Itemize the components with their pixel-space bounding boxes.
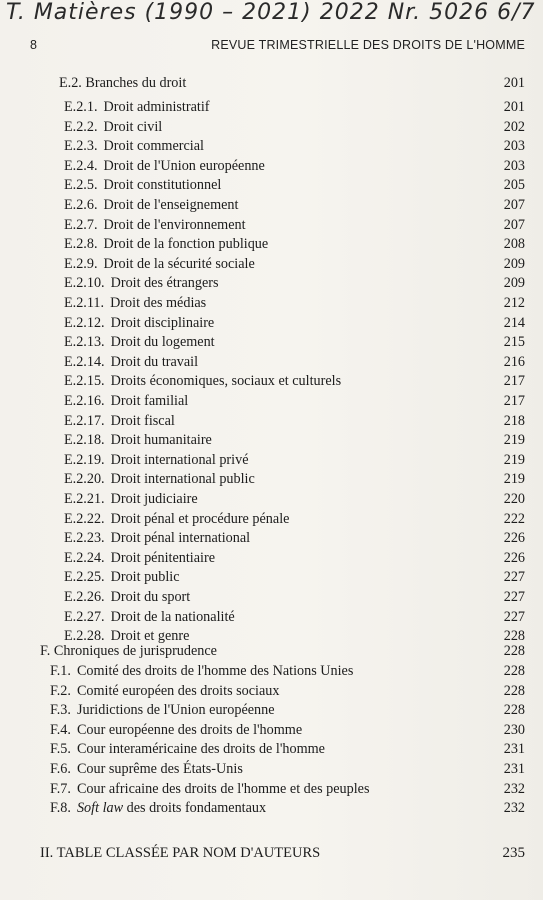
toc-page: 227 [503,569,525,586]
toc-label: Droit constitutionnel [103,177,222,194]
toc-code: E.2.27. [64,608,105,625]
toc-label: Droit pénitentiaire [110,549,215,566]
toc-entry [50,720,525,740]
toc-entry [64,528,525,548]
toc-code: E.2.8. [64,236,98,253]
toc-label: Droit administratif [103,99,210,115]
toc-code: F.1. [50,663,71,679]
running-title: REVUE TRIMESTRIELLE DES DROITS DE L'HOMME [211,38,525,52]
toc-entry [64,567,525,587]
toc-code: E.2.17. [64,412,105,429]
toc-page: 219 [503,451,525,468]
toc-code: F. [40,643,51,659]
toc-entry [50,798,525,818]
toc-page: 202 [503,118,525,135]
toc-page: 228 [503,702,525,719]
toc-label: Droit du travail [110,353,199,370]
toc-page: 226 [503,549,525,566]
toc-label: Droit disciplinaire [110,314,215,331]
toc-entry [64,97,525,117]
toc-code: E.2.9. [64,255,98,272]
toc-entry [50,779,525,799]
toc-page: 227 [503,608,525,625]
toc-entry [50,759,525,779]
toc-label: Droit international public [110,471,255,488]
section-ii-heading [40,842,525,864]
toc-entry [64,587,525,607]
toc-page: 228 [503,663,525,679]
toc-code: E.2.28. [64,628,105,645]
toc-entry [64,371,525,391]
toc-label: Cour suprême des États-Unis [76,761,243,777]
toc-code: F.2. [50,682,71,699]
toc-label: Droit de la nationalité [110,608,235,625]
toc-page: 201 [503,75,525,91]
toc-page: 212 [503,295,525,311]
toc-code: E.2.19. [64,451,105,468]
toc-page: 203 [503,138,525,155]
toc-page: 222 [503,510,525,527]
toc-entry [50,700,525,720]
toc-code: E.2.3. [64,138,98,155]
toc-label: Droit des étrangers [110,275,219,292]
toc-entry [64,234,525,254]
toc-page: 218 [503,412,525,429]
toc-label: des droits fondamentaux [123,800,267,817]
toc-entry [64,489,525,509]
toc-code: E.2.18. [64,432,105,449]
toc-page: 231 [503,741,525,758]
toc-page: 226 [503,530,525,547]
section-ii-label: II. TABLE CLASSÉE PAR NOM D'AUTEURS [40,845,321,861]
toc-label: Droit judiciaire [110,491,198,507]
toc-code: E.2.6. [64,197,98,213]
toc-code: E.2.10. [64,275,105,292]
toc-page: 209 [503,275,525,292]
toc-code: F.3. [50,702,71,719]
toc-entry [64,352,525,372]
toc-label: Droit de l'Union européenne [103,157,265,174]
toc-page: 228 [503,643,525,659]
toc-page: 231 [503,761,525,777]
toc-entry [64,469,525,489]
toc-label: Droit et genre [110,628,190,645]
toc-page: 232 [503,800,525,817]
toc-label: Droit de l'enseignement [103,197,239,213]
toc-page: 220 [503,491,525,507]
toc-code: E.2.4. [64,157,98,174]
toc-code: E.2.7. [64,216,98,233]
toc-page: 219 [503,471,525,488]
toc-code: E.2.13. [64,334,105,351]
toc-code: E.2.16. [64,393,105,409]
toc-entry [64,391,525,411]
toc-entry [64,215,525,235]
toc-code: E.2.20. [64,471,105,488]
toc-code: E.2.26. [64,589,105,605]
toc-entry [64,332,525,352]
toc-entry [64,607,525,627]
toc-code: E.2.23. [64,530,105,547]
toc-page: 217 [503,393,525,409]
toc-label: Branches du droit [85,75,187,91]
toc-label: Droit de l'environnement [103,216,246,233]
toc-label: Droit de la fonction publique [103,236,269,253]
toc-label: Comité des droits de l'homme des Nations Unies [76,663,354,679]
toc-label: Chroniques de jurisprudence [53,643,217,659]
toc-code: F.8. [50,800,71,817]
toc-label: Droit du logement [110,334,215,351]
toc-entry [64,313,525,333]
toc-page: 214 [503,314,525,331]
toc-label: Comité européen des droits sociaux [76,682,280,699]
toc-entry [64,195,525,215]
toc-entry [64,293,525,313]
toc-code: E.2.11. [64,295,105,311]
toc-label: Droit public [110,569,180,586]
toc-page: 207 [503,197,525,213]
toc-page: 215 [503,334,525,351]
toc-entry [64,136,525,156]
toc-code: E.2.12. [64,314,105,331]
toc-label: Droit de la sécurité sociale [103,255,255,272]
toc-label: Droit humanitaire [110,432,212,449]
toc-label: Droit fiscal [110,412,175,429]
handwritten-annotation: T. Matières (1990 – 2021) 2022 Nr. 5026 6/7 [6,0,536,25]
toc-page: 208 [503,236,525,253]
toc-entry [64,509,525,529]
toc-entry [64,548,525,568]
toc-code: E.2.21. [64,491,105,507]
toc-page: 216 [503,353,525,370]
toc-label: Cour interaméricaine des droits de l'homme [76,741,325,758]
toc-label: Cour européenne des droits de l'homme [76,721,303,738]
toc-label-italic: Soft law [76,800,124,817]
running-header [30,38,525,58]
toc-label: Droit familial [110,393,189,409]
toc-code: F.6. [50,761,71,777]
toc-label: Droit pénal international [110,530,251,547]
toc-label: Droit pénal et procédure pénale [110,510,290,527]
section-ii-page: 235 [502,845,525,861]
toc-entry [50,739,525,759]
toc-label: Juridictions de l'Union européenne [76,702,275,719]
toc-page: 219 [503,432,525,449]
toc-entry [64,411,525,431]
toc-entry [64,254,525,274]
toc-entry [64,117,525,137]
toc-code: E.2.15. [64,373,105,390]
toc-entry [64,450,525,470]
toc-label: Droit des médias [110,295,207,311]
toc-code: E.2.5. [64,177,98,194]
toc-page: 207 [503,216,525,233]
toc-label: Droit commercial [103,138,204,155]
toc-page: 228 [503,682,525,699]
toc-label: Droit civil [103,118,163,135]
toc-entry-f [40,641,525,661]
toc-code: E.2.25. [64,569,105,586]
toc-page: 217 [503,373,525,390]
toc-page: 203 [503,157,525,174]
toc-entry [64,175,525,195]
page-number: 8 [30,38,37,52]
toc-code: E.2.14. [64,353,105,370]
toc-entry [64,273,525,293]
toc-label: Droit international privé [110,451,249,468]
toc-code: E.2.22. [64,510,105,527]
toc-entry [64,156,525,176]
toc-label: Droits économiques, sociaux et culturels [110,373,342,390]
toc-page: 201 [503,99,525,115]
toc-page: 209 [503,255,525,272]
toc-code: E.2.2. [64,118,98,135]
toc-page: 228 [503,628,525,645]
toc-entry [64,430,525,450]
toc-page: 230 [503,721,525,738]
toc-entry [50,681,525,701]
toc-label: Droit du sport [110,589,191,605]
toc-label: Cour africaine des droits de l'homme et des peuples [76,780,370,797]
toc-entry [50,661,525,681]
toc-code: E.2.1. [64,99,98,115]
toc-code: E.2. [59,75,82,91]
toc-code: F.7. [50,780,71,797]
toc-page: 205 [503,177,525,194]
toc-code: E.2.24. [64,549,105,566]
toc-code: F.4. [50,721,71,738]
toc-code: F.5. [50,741,71,758]
toc-entry-e2 [59,73,525,93]
toc-page: 232 [503,780,525,797]
toc-page: 227 [503,589,525,605]
